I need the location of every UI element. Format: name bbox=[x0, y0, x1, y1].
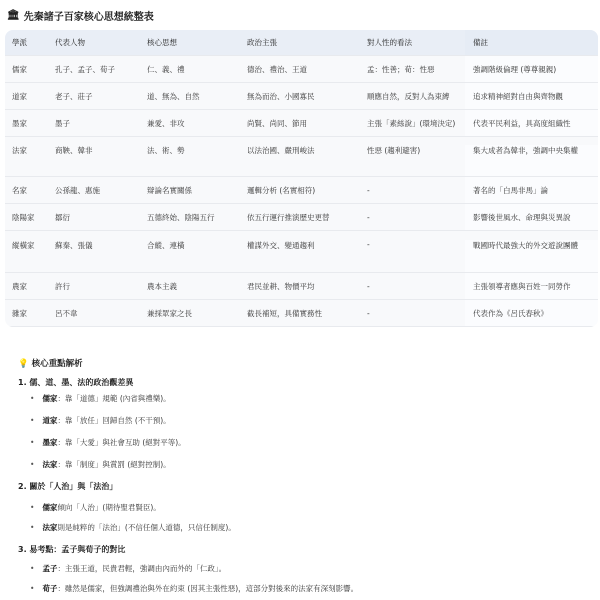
bullet-bold: 儒家 bbox=[42, 394, 58, 403]
table-cell: 道、無為、自然 bbox=[147, 91, 200, 101]
classical-building-icon: 🏛 bbox=[7, 10, 20, 21]
table-cell: 呂不韋 bbox=[55, 308, 78, 318]
table-cell: 墨子 bbox=[55, 118, 70, 128]
table-cell: 權謀外交、變通趨利 bbox=[247, 241, 315, 250]
table-cell: 合縱、連橫 bbox=[147, 241, 185, 250]
table-row bbox=[5, 56, 598, 83]
table-row bbox=[5, 137, 598, 177]
table-cell: 邏輯分析 (名實相符) bbox=[247, 185, 316, 195]
section-heading: 3. 易考點：孟子與荀子的對比 bbox=[18, 545, 126, 554]
table-cell: 君民並耕、物價平均 bbox=[247, 281, 315, 291]
bullet-bold: 孟子 bbox=[42, 564, 58, 573]
table-cell: 尚賢、尚同、節用 bbox=[247, 118, 307, 128]
table-cell: 蘇秦、張儀 bbox=[55, 241, 93, 250]
schools-table bbox=[5, 30, 598, 327]
bullet-text: ：雖然是儒家，但強調禮治與外在約束 (因其主張性惡)，這部分對後來的法家有深刻影響。 bbox=[57, 584, 359, 593]
table-row bbox=[5, 83, 598, 110]
table-cell: 農家 bbox=[12, 281, 27, 291]
table-cell: 縱橫家 bbox=[12, 241, 35, 250]
bullet-text: ：靠「制度」與賞罰 (絕對控制)。 bbox=[57, 460, 171, 469]
table-cell: - bbox=[367, 185, 370, 195]
table-cell: 主張領導者應與百姓一同勞作 bbox=[465, 273, 598, 299]
table-cell: 公孫龍、惠施 bbox=[55, 185, 100, 195]
bullet-item bbox=[30, 522, 236, 533]
table-cell: 代表平民利益，具高度組織性 bbox=[465, 110, 598, 136]
table-cell: 兼愛、非攻 bbox=[147, 118, 185, 128]
section-heading: 1. 儒、道、墨、法的政治觀差異 bbox=[18, 378, 134, 387]
table-cell: 仁、義、禮 bbox=[147, 64, 185, 74]
table-cell: 辯論名實關係 bbox=[147, 185, 192, 195]
table-cell: 依五行運行推演歷史更替 bbox=[247, 212, 330, 222]
table-cell: 道家 bbox=[12, 91, 27, 101]
page-title bbox=[7, 8, 154, 23]
table-cell: 許行 bbox=[55, 281, 70, 291]
bullet-bold: 道家 bbox=[42, 416, 58, 425]
bullet-text: ：靠「道德」規範 (內省與禮樂)。 bbox=[57, 394, 171, 403]
bullet-item bbox=[30, 583, 358, 594]
table-row bbox=[5, 273, 598, 300]
table-row bbox=[5, 110, 598, 137]
table-cell: 孟：性善；荀：性惡 bbox=[367, 64, 435, 74]
bullet-text: ：靠「大愛」與社會互助 (絕對平等)。 bbox=[57, 438, 186, 447]
table-cell: 孔子、孟子、荀子 bbox=[55, 64, 115, 74]
table-cell: 追求精神絕對自由與齊物觀 bbox=[465, 83, 598, 109]
table-cell: 兼採眾家之長 bbox=[147, 308, 192, 318]
header-cell: 備註 bbox=[465, 30, 598, 55]
bullet-bold: 墨家 bbox=[42, 438, 58, 447]
analysis-title-text: 核心重點解析 bbox=[31, 359, 83, 369]
table-cell: 雜家 bbox=[12, 308, 27, 318]
table-row bbox=[5, 231, 598, 273]
table-cell: 陰陽家 bbox=[12, 212, 35, 222]
table-cell: 農本主義 bbox=[147, 281, 177, 291]
table-cell: 性惡 (趨利避害) bbox=[367, 146, 421, 155]
bullet-text: 傾向「人治」(期待聖君賢臣)。 bbox=[57, 503, 161, 512]
table-cell: 德治、禮治、王道 bbox=[247, 64, 307, 74]
table-cell: 順應自然，反對人為束縛 bbox=[367, 91, 450, 101]
table-cell: 五德終始、陰陽五行 bbox=[147, 212, 215, 222]
header-cell: 核心思想 bbox=[147, 38, 177, 47]
bullet-bold: 法家 bbox=[42, 460, 58, 469]
table-cell: 商鞅、韓非 bbox=[55, 146, 93, 155]
bullet-bold: 儒家 bbox=[42, 503, 58, 512]
bullet-bold: 法家 bbox=[42, 523, 58, 532]
table-cell: - bbox=[367, 308, 370, 318]
section-heading: 2. 關於「人治」與「法治」 bbox=[18, 482, 118, 491]
table-cell: 法、術、勢 bbox=[147, 146, 185, 155]
table-cell: 名家 bbox=[12, 185, 27, 195]
bullet-item bbox=[30, 393, 171, 404]
table-cell: 以法治國、嚴刑峻法 bbox=[247, 146, 315, 155]
table-row bbox=[5, 177, 598, 204]
table-cell: 戰國時代最強大的外交遊說團體 bbox=[465, 240, 598, 272]
analysis-title bbox=[18, 357, 83, 369]
bullet-item bbox=[30, 502, 161, 513]
table-row bbox=[5, 204, 598, 231]
table-row bbox=[5, 300, 598, 327]
table-cell: 墨家 bbox=[12, 118, 27, 128]
header-cell: 代表人物 bbox=[55, 38, 85, 47]
header-cell: 對人性的看法 bbox=[367, 38, 412, 47]
bullet-item bbox=[30, 415, 171, 426]
table-cell: 強調階級倫理 (尊尊親親) bbox=[465, 56, 598, 82]
bullet-text: 則是純粹的「法治」(不信任個人道德，只信任制度)。 bbox=[57, 523, 236, 532]
table-cell: 代表作為《呂氏春秋》 bbox=[465, 300, 598, 326]
table-cell: 主張「素絲說」(環境決定) bbox=[367, 118, 456, 128]
bullet-item bbox=[30, 563, 226, 574]
header-cell: 政治主張 bbox=[247, 38, 277, 47]
table-cell: 影響後世風水、命理與災異說 bbox=[465, 204, 598, 230]
table-cell: 儒家 bbox=[12, 64, 27, 74]
table-cell: 鄒衍 bbox=[55, 212, 70, 222]
table-cell: 老子、莊子 bbox=[55, 91, 93, 101]
table-cell: 無為而治、小國寡民 bbox=[247, 91, 315, 101]
table-cell: 著名的「白馬非馬」論 bbox=[465, 177, 598, 203]
table-header bbox=[5, 30, 598, 56]
table-cell: - bbox=[367, 281, 370, 291]
bullet-text: ：主張王道，民貴君輕，強調由內而外的「仁政」。 bbox=[57, 564, 227, 573]
table-cell: 截長補短，具備實務性 bbox=[247, 308, 322, 318]
page-title-text: 先秦諸子百家核心思想統整表 bbox=[23, 12, 154, 23]
header-cell: 學派 bbox=[12, 38, 27, 47]
bullet-item bbox=[30, 437, 186, 448]
lightbulb-icon: 💡 bbox=[18, 359, 29, 369]
table-cell: - bbox=[367, 212, 370, 222]
table-cell: - bbox=[367, 240, 370, 249]
bullet-bold: 荀子 bbox=[42, 584, 58, 593]
bullet-item bbox=[30, 459, 171, 470]
table-cell: 集大成者為韓非，強調中央集權 bbox=[465, 145, 598, 176]
table-cell: 法家 bbox=[12, 146, 27, 155]
bullet-text: ：靠「放任」回歸自然 (不干預)。 bbox=[57, 416, 171, 425]
